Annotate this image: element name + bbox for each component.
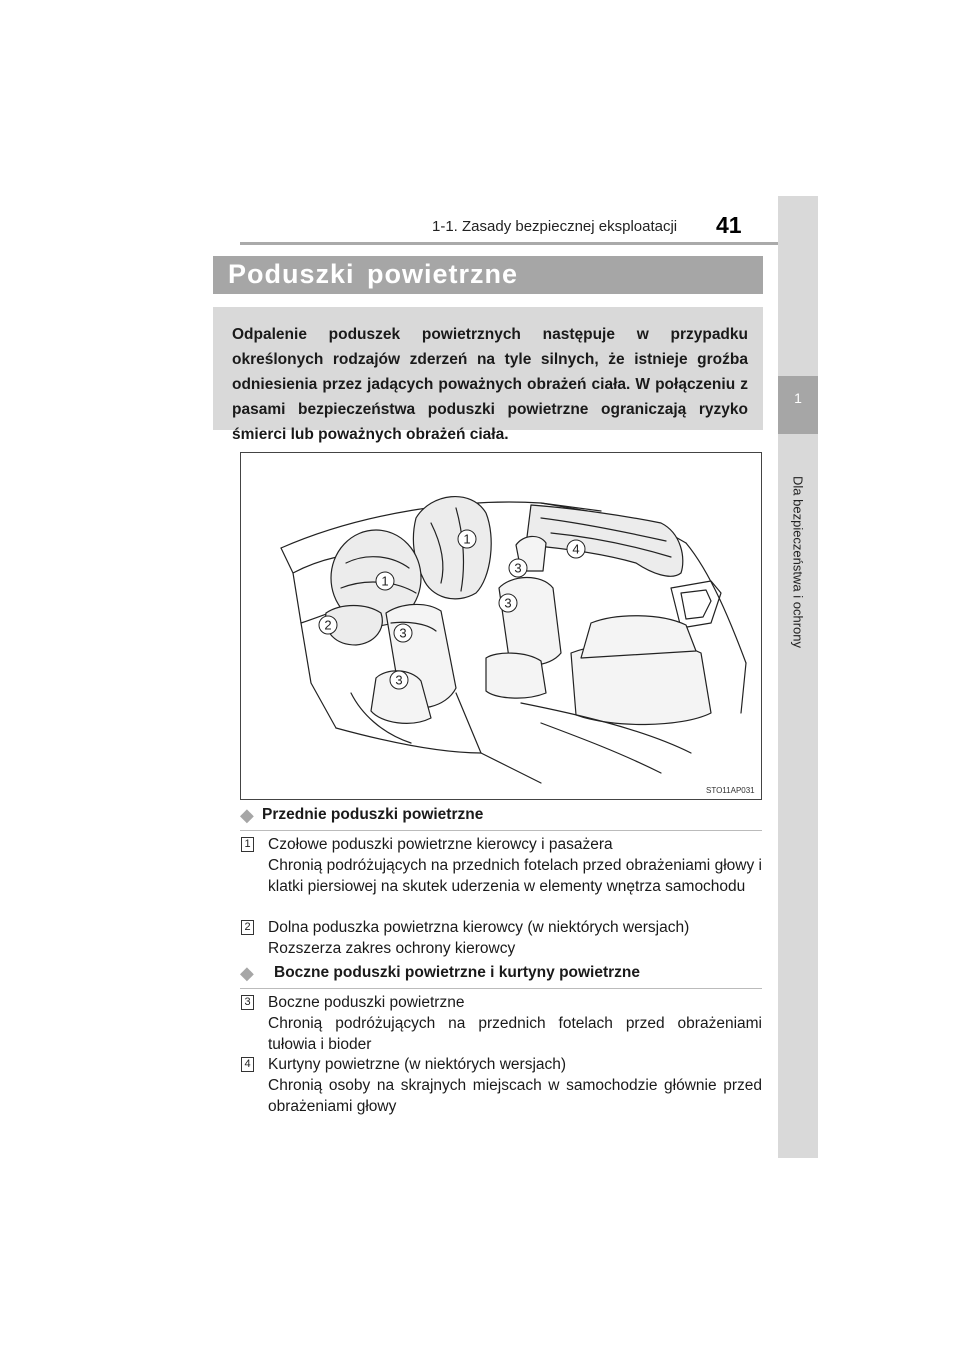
chapter-title: 1-1. Zasady bezpiecznej eksploatacji — [432, 218, 678, 235]
callout-label: 3 — [399, 625, 407, 641]
side-tab-number: 1 — [794, 390, 802, 406]
item-number: 3 — [241, 995, 254, 1010]
callout-label: 3 — [514, 560, 522, 576]
callout-label: 1 — [381, 573, 389, 589]
callout-label: 1 — [463, 531, 471, 547]
callout-label: 4 — [572, 541, 580, 557]
item-number: 4 — [241, 1057, 254, 1072]
item-title: Dolna poduszka powietrzna kierowcy (w niektórych wersjach) — [268, 919, 690, 936]
item-description: Chronią osoby na skrajnych miejscach w samochodzie głównie przed obrażeniami głowy — [268, 1077, 762, 1115]
section-heading: Boczne poduszki powietrzne i kurtyny powietrzne — [274, 964, 641, 981]
item-description: Chronią podróżujących na przednich fotelach przed obrażeniami tułowia i bioder — [268, 1015, 762, 1053]
side-tab-label: Dla bezpieczeństwa i ochrony — [790, 476, 806, 648]
page-title: Poduszki powietrzne — [228, 259, 519, 289]
airbag-illustration — [241, 453, 761, 799]
item-title: Boczne poduszki powietrzne — [268, 994, 465, 1011]
item-number: 2 — [241, 920, 254, 935]
diamond-bullet-icon: ◆ — [240, 805, 254, 825]
item-number: 1 — [241, 837, 254, 852]
page-number: 41 — [716, 212, 742, 238]
item-title: Czołowe poduszki powietrzne kierowcy i pasażera — [268, 836, 613, 853]
callout-label: 2 — [324, 617, 332, 633]
intro-text: Odpalenie poduszek powietrznych następuje w przypadku określonych rodzajów zderzeń na tyle silnych, że istnieje groźba odniesienia przez jadących poważnych obrażeń ciała. W połączeniu z pasami bezpieczeństwa poduszki powietrzne ograniczają ryzyko śmierci lub poważnych obrażeń ciała. — [232, 326, 748, 443]
section-divider — [240, 830, 762, 831]
diamond-bullet-icon: ◆ — [240, 963, 254, 983]
section-heading: Przednie poduszki powietrzne — [262, 806, 484, 823]
callout-label: 3 — [504, 595, 512, 611]
figure-code: STO11AP031 — [706, 786, 755, 795]
side-tab — [778, 196, 818, 1158]
callout-label: 3 — [395, 672, 403, 688]
item-description: Chronią podróżujących na przednich fotelach przed obrażeniami głowy i klatki piersiowej na skutek uderzenia w elementy wnętrza samochodu — [268, 857, 762, 895]
item-description: Rozszerza zakres ochrony kierowcy — [268, 940, 516, 957]
header-divider — [240, 242, 818, 245]
item-title: Kurtyny powietrzne (w niektórych wersjach) — [268, 1056, 567, 1073]
section-divider — [240, 988, 762, 989]
